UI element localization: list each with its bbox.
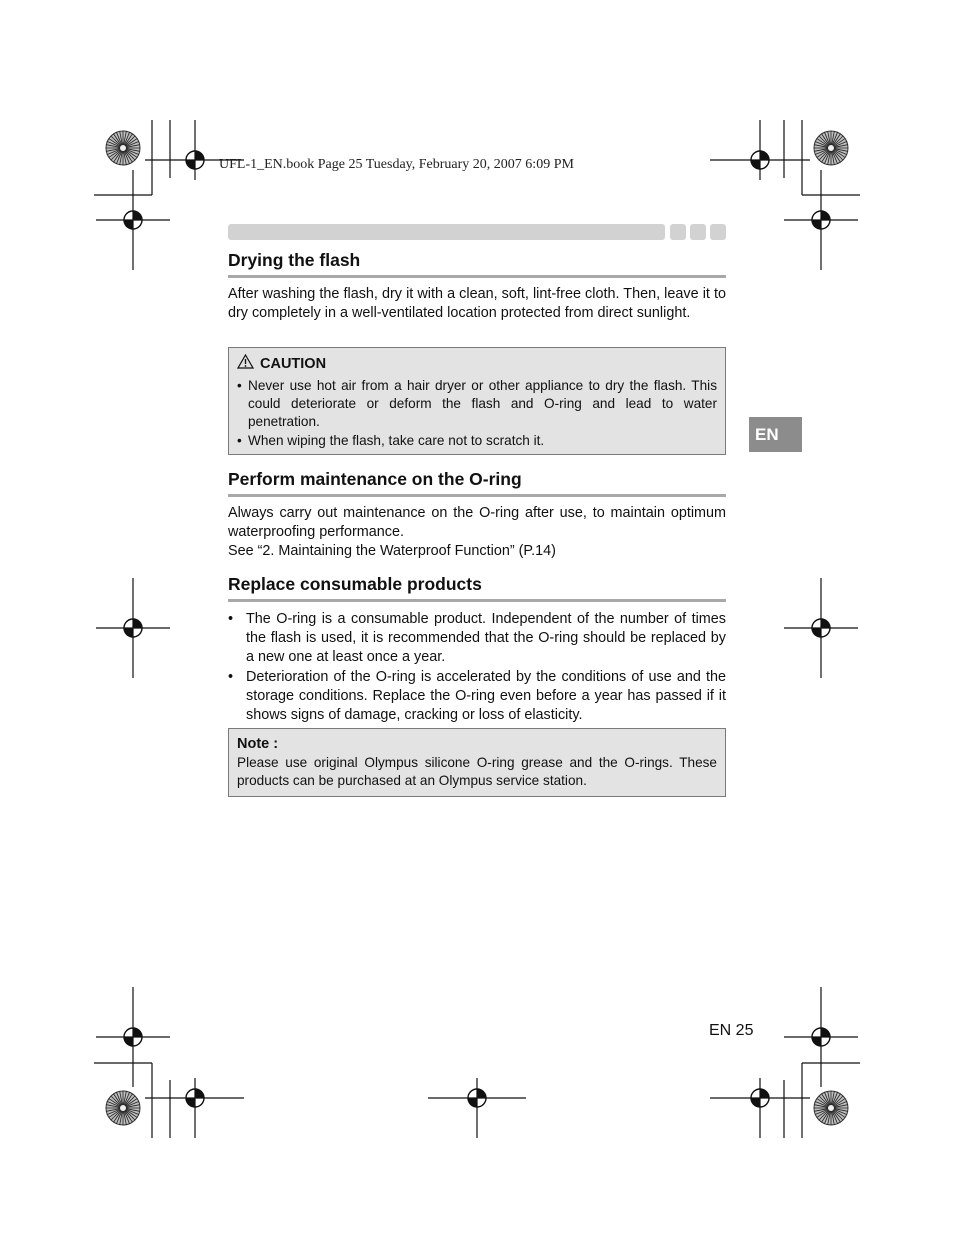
list-item: • The O-ring is a consumable product. Independent of the number of times the flash is used, it is recommended that the O-ring should be replaced by a new one at least once a year.	[228, 611, 726, 665]
section-consumables	[228, 574, 726, 726]
top-bar-square	[670, 224, 686, 240]
caution-list	[237, 377, 717, 450]
note-title: Note :	[237, 736, 279, 752]
cross-reference: See “2. Maintaining the Waterproof Function” (P.14)	[228, 543, 556, 559]
list-item: • When wiping the flash, take care not to scratch it.	[237, 433, 545, 448]
section-title: Drying the flash	[228, 250, 726, 278]
section-paragraph: After washing the flash, dry it with a clean, soft, lint-free cloth. Then, leave it to dry completely in a well-ventilated location protected from direct sunlight.	[228, 286, 726, 321]
caution-heading	[237, 354, 717, 373]
section-oring-maintenance	[228, 469, 726, 561]
top-bar-square	[690, 224, 706, 240]
consumables-list	[228, 610, 726, 725]
caution-title: CAUTION	[260, 355, 327, 372]
section-paragraph: Always carry out maintenance on the O-ring after use, to maintain optimum waterproofing performance.	[228, 505, 726, 540]
top-bar-square	[710, 224, 726, 240]
list-item: • Never use hot air from a hair dryer or other appliance to dry the flash. This could deteriorate or deform the flash and O-ring and lead to water penetration.	[237, 378, 717, 429]
section-drying	[228, 250, 726, 323]
note-text: Please use original Olympus silicone O-ring grease and the O-rings. These products can be purchased at an Olympus service station.	[237, 755, 717, 788]
section-top-bar	[228, 224, 665, 240]
section-title: Replace consumable products	[228, 574, 726, 602]
warning-triangle-icon	[237, 354, 254, 373]
language-tab: EN	[749, 417, 802, 452]
note-box	[228, 728, 726, 797]
caution-box	[228, 347, 726, 455]
running-header: UFL-1_EN.book Page 25 Tuesday, February 20, 2007 6:09 PM	[219, 157, 574, 172]
list-item: • Deterioration of the O-ring is accelerated by the conditions of use and the storage conditions. Replace the O-ring even before a year has passed if it shows signs of damage, cracking or loss of elasticity.	[228, 669, 726, 723]
page-number: EN 25	[709, 1022, 754, 1039]
section-title: Perform maintenance on the O-ring	[228, 469, 726, 497]
